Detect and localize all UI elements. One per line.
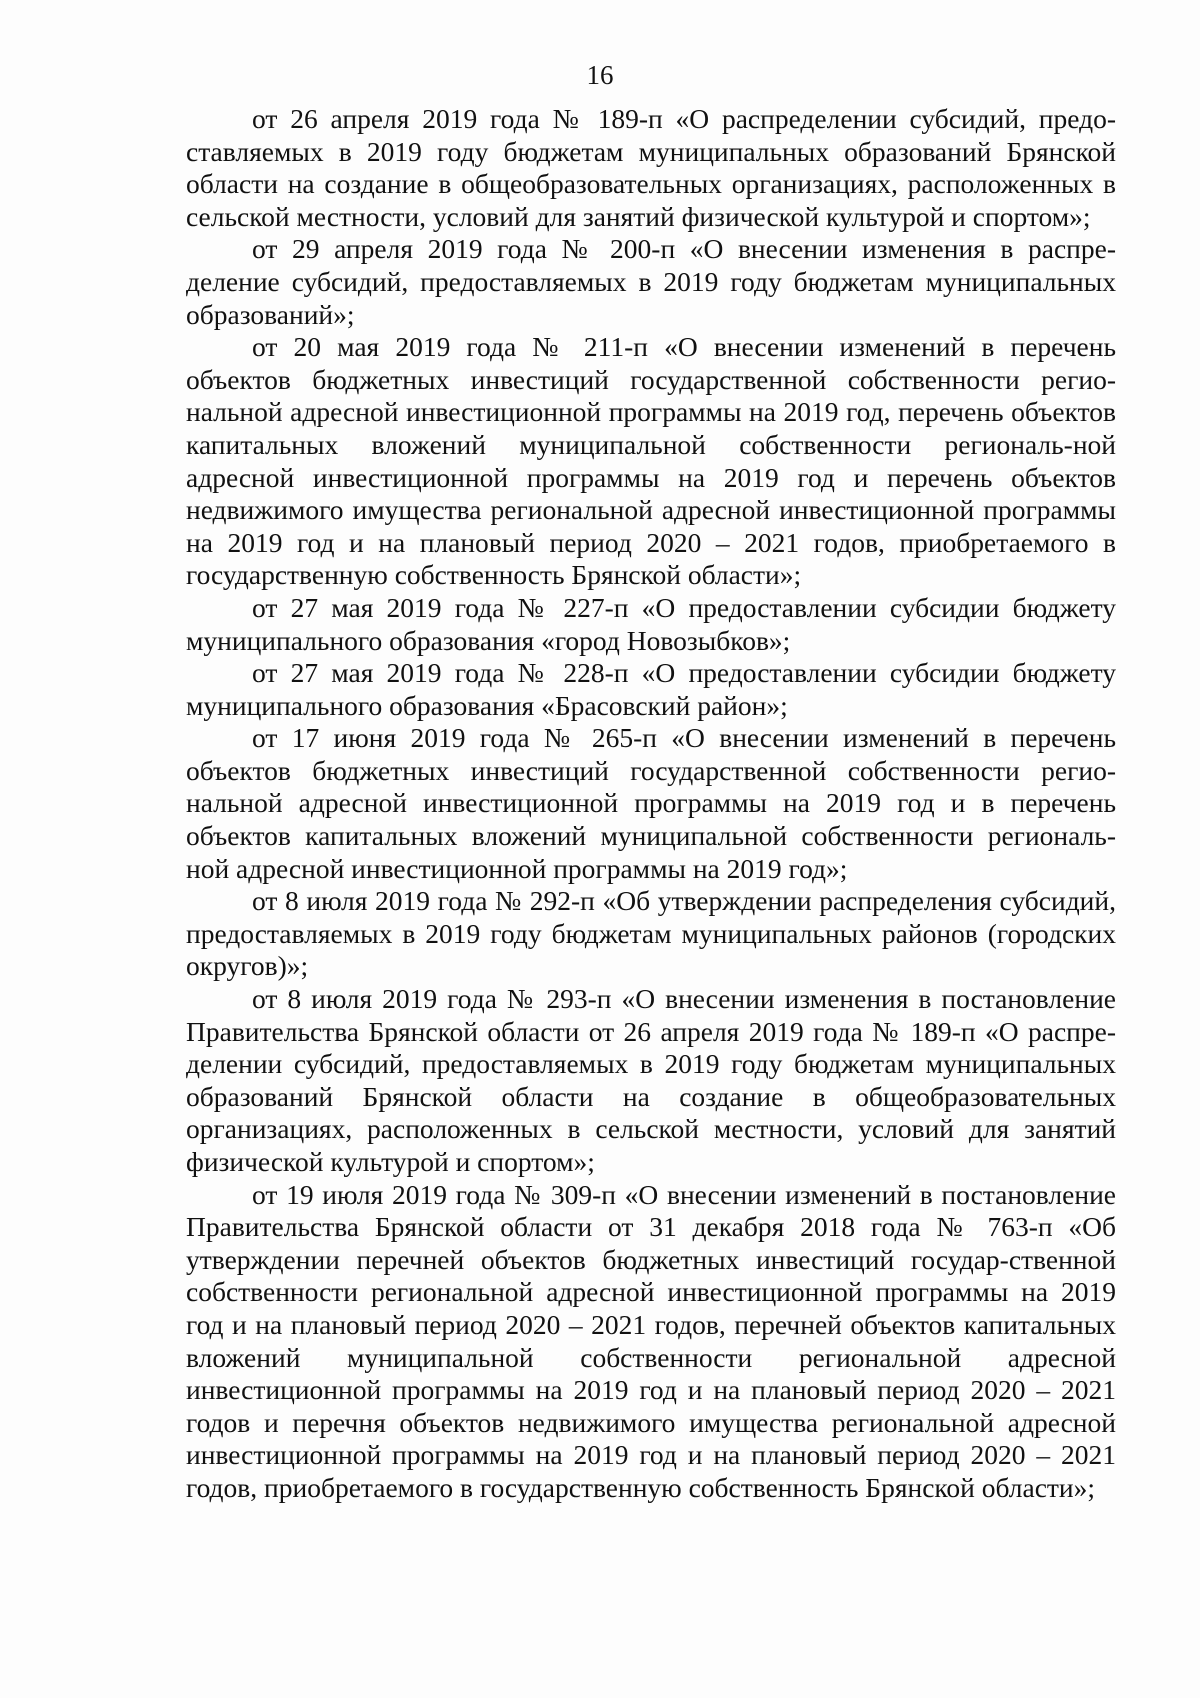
resolution-item: от 26 апреля 2019 года № 189-п «О распределении субсидий, предо-ставляемых в 2019 году бюджетам муниципальных образований Брянской области на создание в общеобразовательных организациях, расположенных в сельской местности, условий для занятий физической культурой и спортом»; [186, 103, 1116, 232]
resolution-item: от 29 апреля 2019 года № 200-п «О внесении изменения в распре-деление субсидий, предоставляемых в 2019 году бюджетам муниципальных образований»; [186, 233, 1116, 330]
resolution-item: от 8 июля 2019 года № 293-п «О внесении изменения в постановление Правительства Брянской области от 26 апреля 2019 года № 189-п «О распре-делении субсидий, предоставляемых в 2019 году бюджетам муниципальных образований Брянской области на создание в общеобразовательных организациях, расположенных в сельской местности, условий для занятий физической культурой и спортом»; [186, 983, 1116, 1177]
resolution-item: от 17 июня 2019 года № 265-п «О внесении изменений в перечень объектов бюджетных инвестиций государственной собственности регио-нальной адресной инвестиционной программы на 2019 год и в перечень объектов капитальных вложений муниципальной собственности региональ-ной адресной инвестиционной программы на 2019 год»; [186, 722, 1116, 884]
resolution-item: от 19 июля 2019 года № 309-п «О внесении изменений в постановление Правительства Брянской области от 31 декабря 2018 года № 763-п «Об утверждении перечней объектов бюджетных инвестиций государ-ственной собственности региональной адресной инвестиционной программы на 2019 год и на плановый период 2020 – 2021 годов, перечней объектов капитальных вложений муниципальной собственности региональной адресной инвестиционной программы на 2019 год и на плановый период 2020 – 2021 годов и перечня объектов недвижимого имущества региональной адресной инвестиционной программы на 2019 год и на плановый период 2020 – 2021 годов, приобретаемого в государственную собственность Брянской области»; [186, 1178, 1116, 1503]
resolution-item: от 27 мая 2019 года № 228-п «О предоставлении субсидии бюджету муниципального образования «Брасовский район»; [186, 657, 1116, 721]
resolution-item: от 20 мая 2019 года № 211-п «О внесении изменений в перечень объектов бюджетных инвестиций государственной собственности регио-нальной адресной инвестиционной программы на 2019 год, перечень объектов капитальных вложений муниципальной собственности региональ-ной адресной инвестиционной программы на 2019 год и перечень объектов недвижимого имущества региональной адресной инвестиционной программы на 2019 год и на плановый период 2020 – 2021 годов, приобретаемого в государственную собственность Брянской области»; [186, 331, 1116, 591]
page-number: 16 [586, 60, 614, 90]
resolution-item: от 27 мая 2019 года № 227-п «О предоставлении субсидии бюджету муниципального образования «город Новозыбков»; [186, 591, 1116, 656]
document-body [186, 103, 1116, 1505]
resolution-item: от 8 июля 2019 года № 292-п «Об утверждении распределения субсидий, предоставляемых в 2019 году бюджетам муниципальных районов (городских округов)»; [186, 885, 1116, 982]
